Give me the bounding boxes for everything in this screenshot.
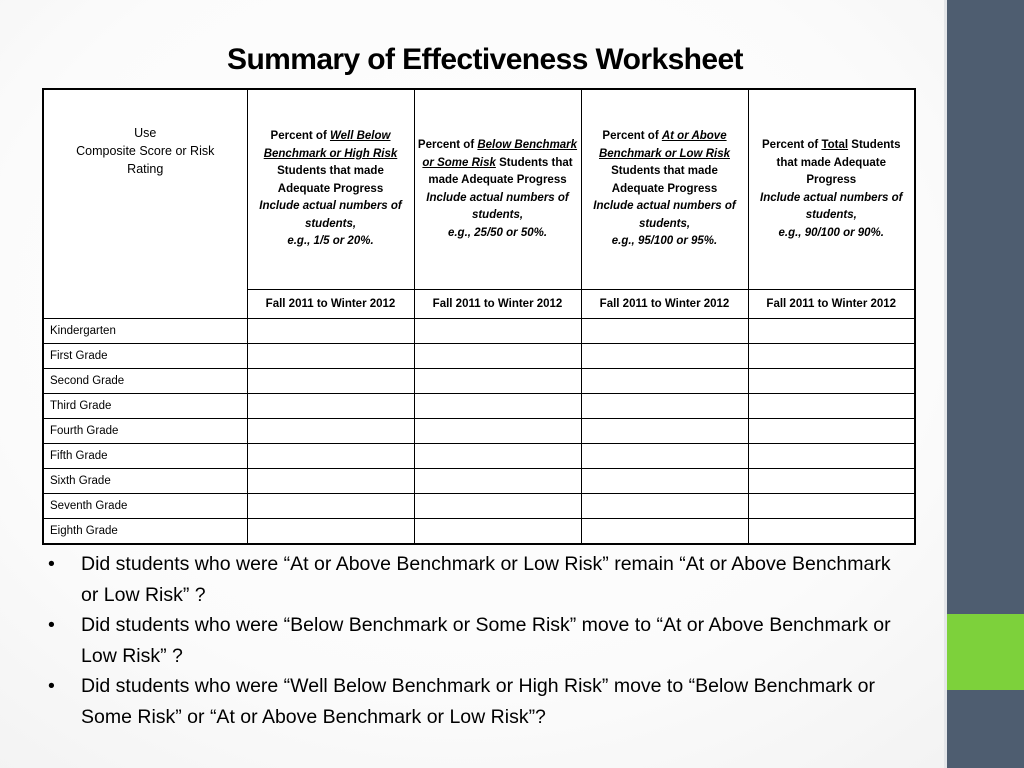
entry-cell[interactable] <box>247 394 414 419</box>
table-row <box>43 394 915 419</box>
entry-cell[interactable] <box>581 519 748 545</box>
entry-cell[interactable] <box>247 419 414 444</box>
column-header-emphasis: Below Benchmark or Some Risk <box>422 139 578 169</box>
table-row <box>43 469 915 494</box>
grade-label: Kindergarten <box>43 319 247 344</box>
table-row <box>43 419 915 444</box>
entry-cell[interactable] <box>414 394 581 419</box>
period-label: Fall 2011 to Winter 2012 <box>247 290 414 319</box>
column-header-below: Percent of Below Benchmark or Some Risk Students that made Adequate Progress Include actual numbers of students, e.g., 25/50 or 50%. <box>414 89 581 290</box>
column-header-note: Include actual numbers of students, <box>760 191 903 221</box>
grade-label: Seventh Grade <box>43 494 247 519</box>
table-row <box>43 444 915 469</box>
entry-cell[interactable] <box>748 369 915 394</box>
column-header-note: Include actual numbers of students, <box>593 200 736 230</box>
entry-cell[interactable] <box>748 319 915 344</box>
entry-cell[interactable] <box>748 344 915 369</box>
entry-cell[interactable] <box>247 319 414 344</box>
column-header-emphasis: Total <box>821 139 849 151</box>
column-header-well-below: Percent of Well Below Benchmark or High Risk Students that made Adequate Progress Include actual numbers of students, e.g., 1/5 or 20%. <box>247 89 414 290</box>
entry-cell[interactable] <box>748 494 915 519</box>
question-text: Did students who were “Below Benchmark or Some Risk” move to “At or Above Benchmark or Low Risk” ? <box>81 614 891 667</box>
period-label: Fall 2011 to Winter 2012 <box>414 290 581 319</box>
grade-label: Fourth Grade <box>43 419 247 444</box>
entry-cell[interactable] <box>247 469 414 494</box>
corner-header-cell <box>43 89 247 319</box>
column-header-at-or-above: Percent of At or Above Benchmark or Low Risk Students that made Adequate Progress Include actual numbers of students, e.g., 95/100 or 95%. <box>581 89 748 290</box>
grade-label: Second Grade <box>43 369 247 394</box>
corner-header-rating: Composite Score or Risk Rating <box>76 144 215 176</box>
column-header-example: e.g., 90/100 or 90%. <box>778 226 884 239</box>
entry-cell[interactable] <box>414 344 581 369</box>
entry-cell[interactable] <box>247 369 414 394</box>
list-item <box>48 549 908 610</box>
column-header-note: Include actual numbers of students, <box>426 191 569 221</box>
table-row <box>43 494 915 519</box>
sidebar-accent-block <box>947 614 1024 690</box>
entry-cell[interactable] <box>581 469 748 494</box>
entry-cell[interactable] <box>748 394 915 419</box>
grade-label: Fifth Grade <box>43 444 247 469</box>
period-label: Fall 2011 to Winter 2012 <box>748 290 915 319</box>
slide-title: Summary of Effectiveness Worksheet <box>227 43 743 76</box>
column-header-example: e.g., 95/100 or 95%. <box>611 235 718 248</box>
entry-cell[interactable] <box>414 469 581 494</box>
entry-cell[interactable] <box>581 394 748 419</box>
entry-cell[interactable] <box>247 444 414 469</box>
entry-cell[interactable] <box>414 494 581 519</box>
list-item <box>48 671 908 732</box>
grade-label: Sixth Grade <box>43 469 247 494</box>
grade-label: Eighth Grade <box>43 519 247 545</box>
grade-label: Third Grade <box>43 394 247 419</box>
question-text: Did students who were “At or Above Benchmark or Low Risk” remain “At or Above Benchmark or Low Risk” ? <box>81 553 891 606</box>
entry-cell[interactable] <box>748 469 915 494</box>
entry-cell[interactable] <box>414 369 581 394</box>
question-list <box>48 549 908 732</box>
bullet-icon: • <box>48 614 55 636</box>
table-row <box>43 319 915 344</box>
entry-cell[interactable] <box>414 444 581 469</box>
entry-cell[interactable] <box>581 444 748 469</box>
corner-header-use: Use <box>134 126 157 140</box>
column-header-total: Percent of Total Students that made Adequate Progress Include actual numbers of students, e.g., 90/100 or 90%. <box>748 89 915 290</box>
entry-cell[interactable] <box>414 519 581 545</box>
entry-cell[interactable] <box>748 519 915 545</box>
bullet-icon: • <box>48 675 55 697</box>
entry-cell[interactable] <box>748 419 915 444</box>
entry-cell[interactable] <box>581 344 748 369</box>
column-header-emphasis: Well Below Benchmark or High Risk <box>263 130 398 160</box>
table-row <box>43 369 915 394</box>
column-header-note: Include actual numbers of students, <box>259 200 402 230</box>
entry-cell[interactable] <box>581 369 748 394</box>
table-header-row <box>43 89 915 290</box>
column-header-emphasis: At or Above Benchmark or Low Risk <box>598 130 730 160</box>
entry-cell[interactable] <box>247 344 414 369</box>
entry-cell[interactable] <box>581 494 748 519</box>
entry-cell[interactable] <box>581 419 748 444</box>
column-header-example: e.g., 25/50 or 50%. <box>447 226 548 239</box>
entry-cell[interactable] <box>748 444 915 469</box>
table-row <box>43 344 915 369</box>
period-label: Fall 2011 to Winter 2012 <box>581 290 748 319</box>
effectiveness-worksheet-table <box>42 88 916 545</box>
bullet-icon: • <box>48 553 55 575</box>
table-row <box>43 519 915 545</box>
entry-cell[interactable] <box>581 319 748 344</box>
column-header-example: e.g., 1/5 or 20%. <box>287 235 374 248</box>
question-text: Did students who were “Well Below Benchmark or High Risk” move to “Below Benchmark or Some Risk” or “At or Above Benchmark or Low Risk”? <box>81 675 876 728</box>
list-item <box>48 610 908 671</box>
entry-cell[interactable] <box>414 419 581 444</box>
entry-cell[interactable] <box>247 519 414 545</box>
entry-cell[interactable] <box>414 319 581 344</box>
grade-label: First Grade <box>43 344 247 369</box>
entry-cell[interactable] <box>247 494 414 519</box>
